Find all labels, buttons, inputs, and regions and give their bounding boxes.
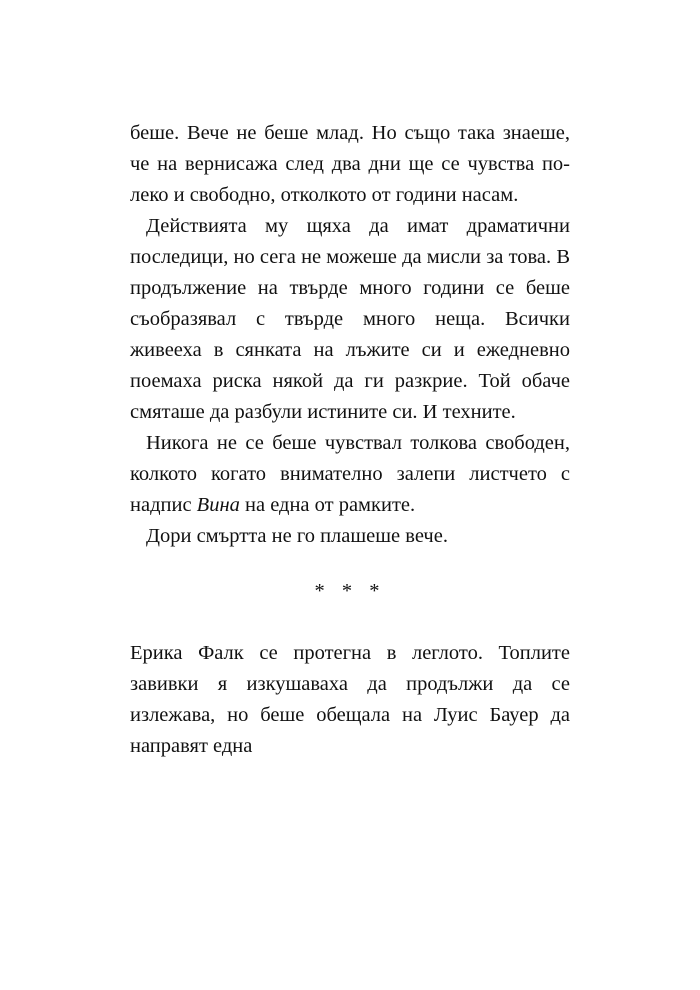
paragraph-3-before: Никога не се беше чувствал толкова свободен, колкото когато внимателно залепи листчето с надпис: [130, 432, 570, 516]
paragraph-2: Действията му щяха да имат драматични последици, но сега не можеше да мисли за това. В продължение на твърде много години се беше съобразявал с твърде много неща. Всички живееха в сянката на лъжите си и ежедневно поемаха риска някой да ги разкрие. Той обаче смяташе да разбули истините си. И техните.: [130, 215, 570, 423]
paragraph-3-after: на една от рамките.: [239, 494, 416, 516]
section-separator: * * *: [314, 580, 386, 602]
paragraph-4: Дори смъртта не го плашеше вече.: [146, 525, 448, 547]
continuation-paragraph: Ерика Фалк се протегна в леглото. Топлите завивки я изкушаваха да продължи да се излежава, но беше обещала на Луис Бауер да направят една: [130, 642, 570, 757]
paragraph-3-italic: Вина: [196, 494, 240, 516]
paragraph-3: [130, 428, 570, 521]
paragraph-1: беше. Вече не беше млад. Но също така знаеше, че на вернисажа след два дни ще се чувства по-леко и свободно, отколкото от години насам.: [130, 122, 570, 206]
page-text: [130, 118, 570, 762]
